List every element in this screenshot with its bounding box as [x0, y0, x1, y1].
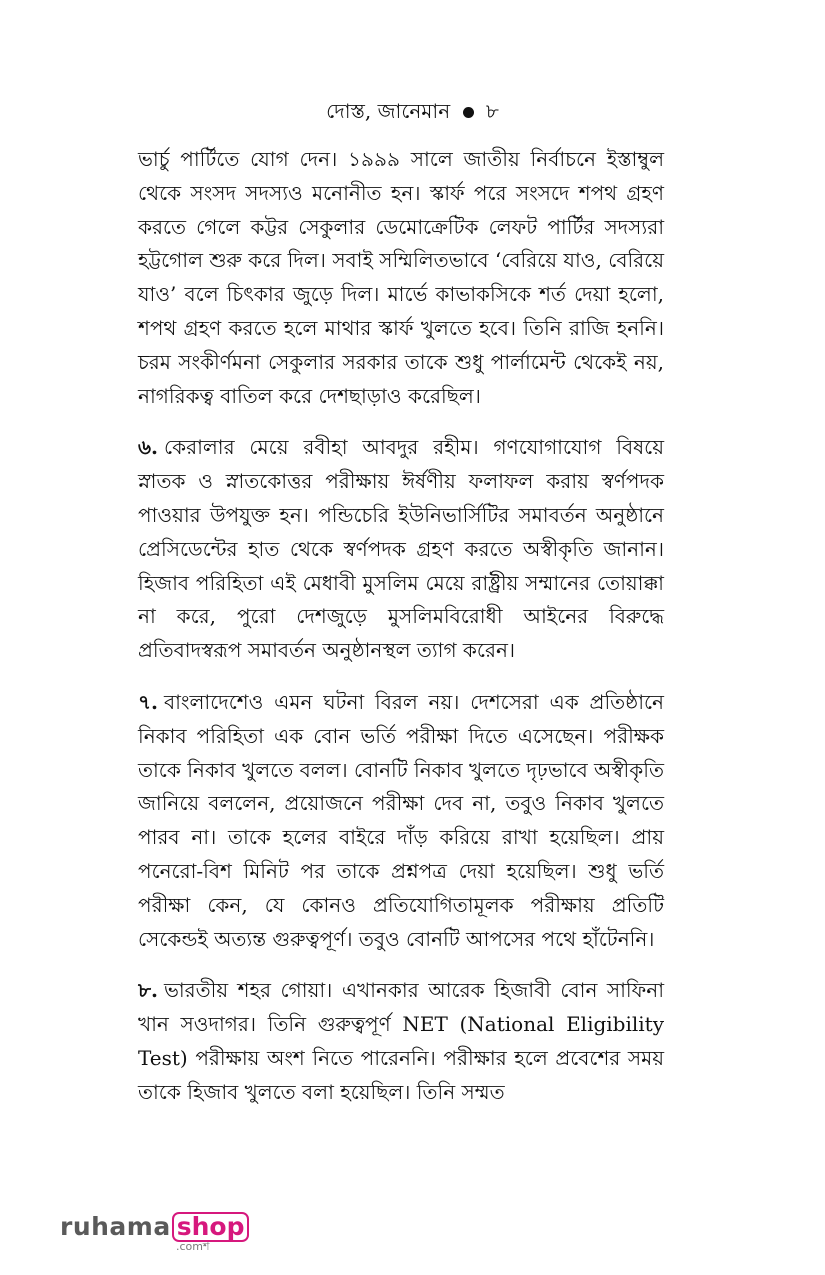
paragraph-text: বাংলাদেশেও এমন ঘটনা বিরল নয়। দেশসেরা এক প্রতিষ্ঠানে নিকাব পরিহিতা এক বোন ভর্তি পরীক্ষা দিতে এসেছেন। পরীক্ষক তাকে নিকাব খুলতে বলল। বোনটি নিকাব খুলতে দৃঢ়ভাবে অস্বীকৃতি জানিয়ে বললেন, প্রয়োজনে পরীক্ষা দেব না, তবুও নিকাব খুলতে পারব না। তাকে হলের বাইরে দাঁড় করিয়ে রাখা হয়েছিল। প্রায় পনেরো-বিশ মিনিট পর তাকে প্রশ্নপত্র দেয়া হয়েছিল। শুধু ভর্তি পরীক্ষা কেন, যে কোনও প্রতিযোগিতামূলক পরীক্ষায় প্রতিটি সেকেন্ডই অত্যন্ত গুরুত্বপূর্ণ। তবুও বোনটি আপসের পথে হাঁটেননি। [138, 689, 664, 951]
logo-main-text: ruhama [60, 1212, 171, 1241]
item-number: ৬. [138, 435, 158, 460]
paragraph-text: ভারতীয় শহর গোয়া। এখানকার আরেক হিজাবী বোন সাফিনা খান সওদাগর। তিনি গুরুত্বপূর্ণ NET (National Eligibility Test) পরীক্ষায় অংশ নিতে পারেননি। পরীক্ষার হলে প্রবেশের সময় তাকে হিজাব খুলতে বলা হয়েছিল। তিনি সম্মত [138, 978, 664, 1104]
paragraph-item-7 [138, 686, 664, 956]
paragraph-item-8 [138, 974, 664, 1109]
logo-shop-badge: shop [172, 1212, 250, 1242]
logo-domain-text: .comশ [176, 1240, 210, 1253]
book-title: দোস্ত, জানেমান [326, 99, 451, 123]
item-number: ৭. [138, 689, 158, 714]
paragraph-text: ভার্চু পার্টিতে যোগ দেন। ১৯৯৯ সালে জাতীয় নির্বাচনে ইস্তাম্বুল থেকে সংসদ সদস্যও মনোনীত হন। স্কার্ফ পরে সংসদে শপথ গ্রহণ করতে গেলে কট্টর সেকুলার ডেমোক্রেটিক লেফট পার্টির সদস্যরা হট্টগোল শুরু করে দিল। সবাই সম্মিলিতভাবে ‘বেরিয়ে যাও, বেরিয়ে যাও’ বলে চিৎকার জুড়ে দিল। মার্ভে কাভাকসিকে শর্ত দেয়া হলো, শপথ গ্রহণ করতে হলে মাথার স্কার্ফ খুলতে হবে। তিনি রাজি হননি। চরম সংকীর্ণমনা সেকুলার সরকার তাকে শুধু পার্লামেন্ট থেকেই নয়, নাগরিকত্ব বাতিল করে দেশছাড়াও করেছিল। [138, 147, 664, 408]
paragraph-item-6 [138, 431, 664, 668]
bullet-separator-icon [463, 107, 474, 118]
page-number: ৮ [485, 99, 499, 123]
ruhamashop-logo [60, 1212, 249, 1253]
running-header [0, 98, 825, 124]
item-number: ৮. [138, 978, 158, 1003]
paragraph-continued [138, 143, 664, 413]
page-body [138, 143, 664, 1128]
paragraph-text: কেরালার মেয়ে রবীহা আবদুর রহীম। গণযোগাযোগ বিষয়ে স্নাতক ও স্নাতকোত্তর পরীক্ষায় ঈর্ষণীয় ফলাফল করায় স্বর্ণপদক পাওয়ার উপযুক্ত হন। পন্ডিচেরি ইউনিভার্সিটির সমাবর্তন অনুষ্ঠানে প্রেসিডেন্টের হাত থেকে স্বর্ণপদক গ্রহণ করতে অস্বীকৃতি জানান। হিজাব পরিহিতা এই মেধাবী মুসলিম মেয়ে রাষ্ট্রীয় সম্মানের তোয়াক্কা না করে, পুরো দেশজুড়ে মুসলিমবিরোধী আইনের বিরুদ্ধে প্রতিবাদস্বরূপ সমাবর্তন অনুষ্ঠানস্থল ত্যাগ করেন। [138, 435, 664, 663]
